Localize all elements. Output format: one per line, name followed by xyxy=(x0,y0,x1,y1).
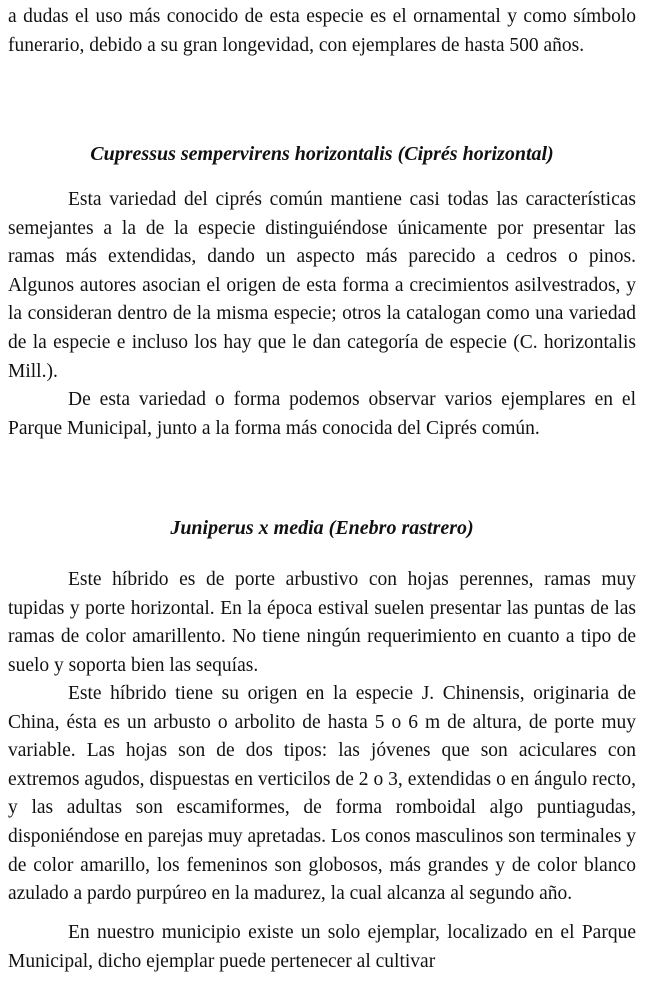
intro-paragraph: a dudas el uso más conocido de esta especie es el ornamental y como símbolo funerario, debido a su gran longevidad, con ejemplares de hasta 500 años. xyxy=(8,6,636,56)
paragraph-cupressus-location: De esta variedad o forma podemos observar varios ejemplares en el Parque Municipal, junto a la forma más conocida del Ciprés común. xyxy=(8,389,636,439)
paragraph-cupressus-description: Esta variedad del ciprés común mantiene casi todas las características semejantes a la de la especie distinguiéndose únicamente por presentar las ramas más extendidas, dando un aspecto más parecido a cedros o pinos. Algunos autores asocian el origen de esta forma a crecimientos asilvestrados, y la consideran dentro de la misma especie; otros la catalogan como una variedad de la especie e incluso los hay que le dan categoría de especie (C. horizontalis Mill.). xyxy=(8,189,636,382)
section-title-cupressus: Cupressus sempervirens horizontalis (Ciprés horizontal) xyxy=(90,143,554,165)
paragraph-juniperus-description: Este híbrido es de porte arbustivo con hojas perennes, ramas muy tupidas y porte horizontal. En la época estival suelen presentar las puntas de las ramas de color amarillento. No tiene ningún requerimiento en cuanto a tipo de suelo y soporta bien las sequías. xyxy=(8,569,636,676)
section-title-juniperus: Juniperus x media (Enebro rastrero) xyxy=(170,517,474,539)
paragraph-juniperus-location: En nuestro municipio existe un solo ejemplar, localizado en el Parque Municipal, dicho ejemplar puede pertenecer al cultivar xyxy=(8,922,636,972)
paragraph-juniperus-origin: Este híbrido tiene su origen en la especie J. Chinensis, originaria de China, ésta es un arbusto o arbolito de hasta 5 o 6 m de altura, de porte muy variable. Las hojas son de dos tipos: las jóvenes que son aciculares con extremos agudos, dispuestas en verticilos de 2 o 3, extendidas o en ángulo recto, y las adultas son escamiformes, de forma romboidal algo puntiagudas, disponiéndose en parejas muy apretadas. Los conos masculinos son terminales y de color amarillo, los femeninos son globosos, más grandes y de color blanco azulado a pardo purpúreo en la madurez, la cual alcanza al segundo año. xyxy=(8,683,636,905)
